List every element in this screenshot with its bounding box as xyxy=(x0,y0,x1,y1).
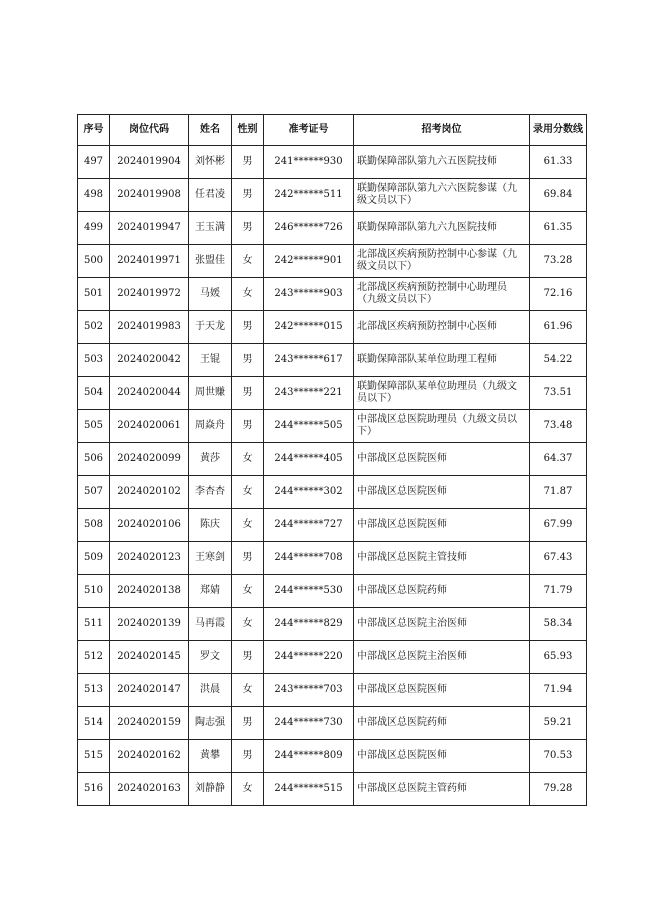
score-cell: 64.37 xyxy=(530,443,587,476)
ticket-cell: 244******829 xyxy=(264,608,354,641)
ticket-cell: 243******617 xyxy=(264,344,354,377)
seq-cell: 503 xyxy=(78,344,110,377)
score-cell: 71.94 xyxy=(530,674,587,707)
position-cell: 中部战区总医院医师 xyxy=(354,674,530,707)
header-position: 招考岗位 xyxy=(354,115,530,146)
post-code-cell: 2024020145 xyxy=(110,641,189,674)
post-code-cell: 2024020044 xyxy=(110,377,189,410)
gender-cell: 男 xyxy=(232,377,264,410)
position-cell: 联勤保障部队第九六六医院参谋（九级文员以下） xyxy=(354,179,530,212)
header-post-code: 岗位代码 xyxy=(110,115,189,146)
name-cell: 王玉满 xyxy=(189,212,232,245)
name-cell: 王寒剑 xyxy=(189,542,232,575)
post-code-cell: 2024020106 xyxy=(110,509,189,542)
post-code-cell: 2024019972 xyxy=(110,278,189,311)
table-row xyxy=(78,509,587,542)
position-cell: 中部战区总医院医师 xyxy=(354,443,530,476)
seq-cell: 498 xyxy=(78,179,110,212)
name-cell: 王锟 xyxy=(189,344,232,377)
gender-cell: 女 xyxy=(232,674,264,707)
position-cell: 中部战区总医院主治医师 xyxy=(354,608,530,641)
ticket-cell: 243******221 xyxy=(264,377,354,410)
header-row xyxy=(78,115,587,146)
ticket-cell: 243******703 xyxy=(264,674,354,707)
score-cell: 71.87 xyxy=(530,476,587,509)
gender-cell: 男 xyxy=(232,179,264,212)
gender-cell: 男 xyxy=(232,410,264,443)
post-code-cell: 2024020138 xyxy=(110,575,189,608)
gender-cell: 女 xyxy=(232,575,264,608)
gender-cell: 女 xyxy=(232,245,264,278)
table-row xyxy=(78,311,587,344)
ticket-cell: 246******726 xyxy=(264,212,354,245)
score-cell: 73.48 xyxy=(530,410,587,443)
table-row xyxy=(78,410,587,443)
name-cell: 李杏杏 xyxy=(189,476,232,509)
gender-cell: 男 xyxy=(232,542,264,575)
score-cell: 67.99 xyxy=(530,509,587,542)
score-cell: 65.93 xyxy=(530,641,587,674)
ticket-cell: 244******220 xyxy=(264,641,354,674)
post-code-cell: 2024020102 xyxy=(110,476,189,509)
score-cell: 69.84 xyxy=(530,179,587,212)
name-cell: 周焱舟 xyxy=(189,410,232,443)
seq-cell: 501 xyxy=(78,278,110,311)
ticket-cell: 244******405 xyxy=(264,443,354,476)
gender-cell: 男 xyxy=(232,344,264,377)
gender-cell: 女 xyxy=(232,278,264,311)
position-cell: 中部战区总医院医师 xyxy=(354,740,530,773)
seq-cell: 504 xyxy=(78,377,110,410)
name-cell: 罗文 xyxy=(189,641,232,674)
table-row xyxy=(78,641,587,674)
seq-cell: 508 xyxy=(78,509,110,542)
header-ticket: 准考证号 xyxy=(264,115,354,146)
ticket-cell: 243******903 xyxy=(264,278,354,311)
seq-cell: 512 xyxy=(78,641,110,674)
name-cell: 马再霞 xyxy=(189,608,232,641)
table-row xyxy=(78,608,587,641)
gender-cell: 男 xyxy=(232,212,264,245)
position-cell: 北部战区疾病预防控制中心参谋（九级文员以下） xyxy=(354,245,530,278)
table-row xyxy=(78,212,587,245)
seq-cell: 514 xyxy=(78,707,110,740)
name-cell: 洪晨 xyxy=(189,674,232,707)
name-cell: 黄莎 xyxy=(189,443,232,476)
ticket-cell: 244******505 xyxy=(264,410,354,443)
post-code-cell: 2024019983 xyxy=(110,311,189,344)
gender-cell: 女 xyxy=(232,773,264,806)
score-cell: 54.22 xyxy=(530,344,587,377)
ticket-cell: 244******727 xyxy=(264,509,354,542)
header-score: 录用分数线 xyxy=(530,115,587,146)
name-cell: 周世赚 xyxy=(189,377,232,410)
seq-cell: 516 xyxy=(78,773,110,806)
seq-cell: 500 xyxy=(78,245,110,278)
position-cell: 中部战区总医院主治医师 xyxy=(354,641,530,674)
position-cell: 北部战区疾病预防控制中心助理员（九级文员以下） xyxy=(354,278,530,311)
gender-cell: 男 xyxy=(232,146,264,179)
table-row xyxy=(78,542,587,575)
table-row xyxy=(78,245,587,278)
position-cell: 中部战区总医院主管技师 xyxy=(354,542,530,575)
score-cell: 59.21 xyxy=(530,707,587,740)
gender-cell: 男 xyxy=(232,707,264,740)
position-cell: 中部战区总医院药师 xyxy=(354,707,530,740)
header-name: 姓名 xyxy=(189,115,232,146)
header-gender: 性别 xyxy=(232,115,264,146)
position-cell: 北部战区疾病预防控制中心医师 xyxy=(354,311,530,344)
table-row xyxy=(78,707,587,740)
ticket-cell: 244******530 xyxy=(264,575,354,608)
post-code-cell: 2024020099 xyxy=(110,443,189,476)
ticket-cell: 244******730 xyxy=(264,707,354,740)
table-row xyxy=(78,740,587,773)
gender-cell: 女 xyxy=(232,509,264,542)
name-cell: 刘静静 xyxy=(189,773,232,806)
ticket-cell: 242******015 xyxy=(264,311,354,344)
score-cell: 61.33 xyxy=(530,146,587,179)
score-cell: 70.53 xyxy=(530,740,587,773)
score-cell: 58.34 xyxy=(530,608,587,641)
post-code-cell: 2024020163 xyxy=(110,773,189,806)
ticket-cell: 244******302 xyxy=(264,476,354,509)
score-cell: 61.96 xyxy=(530,311,587,344)
seq-cell: 502 xyxy=(78,311,110,344)
gender-cell: 女 xyxy=(232,443,264,476)
post-code-cell: 2024020139 xyxy=(110,608,189,641)
results-table xyxy=(77,114,587,806)
ticket-cell: 244******809 xyxy=(264,740,354,773)
table-row xyxy=(78,443,587,476)
name-cell: 郑婧 xyxy=(189,575,232,608)
gender-cell: 女 xyxy=(232,608,264,641)
post-code-cell: 2024019947 xyxy=(110,212,189,245)
ticket-cell: 242******901 xyxy=(264,245,354,278)
name-cell: 马媛 xyxy=(189,278,232,311)
position-cell: 中部战区总医院医师 xyxy=(354,476,530,509)
position-cell: 中部战区总医院主管药师 xyxy=(354,773,530,806)
position-cell: 联勤保障部队第九六九医院技师 xyxy=(354,212,530,245)
score-cell: 72.16 xyxy=(530,278,587,311)
name-cell: 于天龙 xyxy=(189,311,232,344)
seq-cell: 511 xyxy=(78,608,110,641)
ticket-cell: 244******515 xyxy=(264,773,354,806)
gender-cell: 男 xyxy=(232,311,264,344)
position-cell: 联勤保障部队第九六五医院技师 xyxy=(354,146,530,179)
post-code-cell: 2024020147 xyxy=(110,674,189,707)
gender-cell: 男 xyxy=(232,641,264,674)
name-cell: 黄攀 xyxy=(189,740,232,773)
position-cell: 中部战区总医院助理员（九级文员以下） xyxy=(354,410,530,443)
post-code-cell: 2024020159 xyxy=(110,707,189,740)
post-code-cell: 2024020061 xyxy=(110,410,189,443)
post-code-cell: 2024019904 xyxy=(110,146,189,179)
position-cell: 联勤保障部队某单位助理员（九级文员以下） xyxy=(354,377,530,410)
post-code-cell: 2024019908 xyxy=(110,179,189,212)
table-row xyxy=(78,674,587,707)
position-cell: 中部战区总医院药师 xyxy=(354,575,530,608)
name-cell: 刘怀彬 xyxy=(189,146,232,179)
ticket-cell: 242******511 xyxy=(264,179,354,212)
table-row xyxy=(78,344,587,377)
post-code-cell: 2024019971 xyxy=(110,245,189,278)
gender-cell: 女 xyxy=(232,476,264,509)
name-cell: 任君凌 xyxy=(189,179,232,212)
table-row xyxy=(78,773,587,806)
seq-cell: 509 xyxy=(78,542,110,575)
score-cell: 73.28 xyxy=(530,245,587,278)
seq-cell: 499 xyxy=(78,212,110,245)
table-row xyxy=(78,575,587,608)
name-cell: 陶志强 xyxy=(189,707,232,740)
table-row xyxy=(78,179,587,212)
post-code-cell: 2024020042 xyxy=(110,344,189,377)
ticket-cell: 244******708 xyxy=(264,542,354,575)
gender-cell: 男 xyxy=(232,740,264,773)
score-cell: 73.51 xyxy=(530,377,587,410)
score-cell: 79.28 xyxy=(530,773,587,806)
table-row xyxy=(78,278,587,311)
table-row xyxy=(78,146,587,179)
seq-cell: 505 xyxy=(78,410,110,443)
ticket-cell: 241******930 xyxy=(264,146,354,179)
score-cell: 67.43 xyxy=(530,542,587,575)
table-row xyxy=(78,377,587,410)
seq-cell: 506 xyxy=(78,443,110,476)
name-cell: 陈庆 xyxy=(189,509,232,542)
post-code-cell: 2024020162 xyxy=(110,740,189,773)
header-seq: 序号 xyxy=(78,115,110,146)
seq-cell: 510 xyxy=(78,575,110,608)
name-cell: 张盟佳 xyxy=(189,245,232,278)
post-code-cell: 2024020123 xyxy=(110,542,189,575)
position-cell: 中部战区总医院医师 xyxy=(354,509,530,542)
seq-cell: 515 xyxy=(78,740,110,773)
score-cell: 71.79 xyxy=(530,575,587,608)
seq-cell: 507 xyxy=(78,476,110,509)
seq-cell: 513 xyxy=(78,674,110,707)
seq-cell: 497 xyxy=(78,146,110,179)
position-cell: 联勤保障部队某单位助理工程师 xyxy=(354,344,530,377)
table-row xyxy=(78,476,587,509)
score-cell: 61.35 xyxy=(530,212,587,245)
